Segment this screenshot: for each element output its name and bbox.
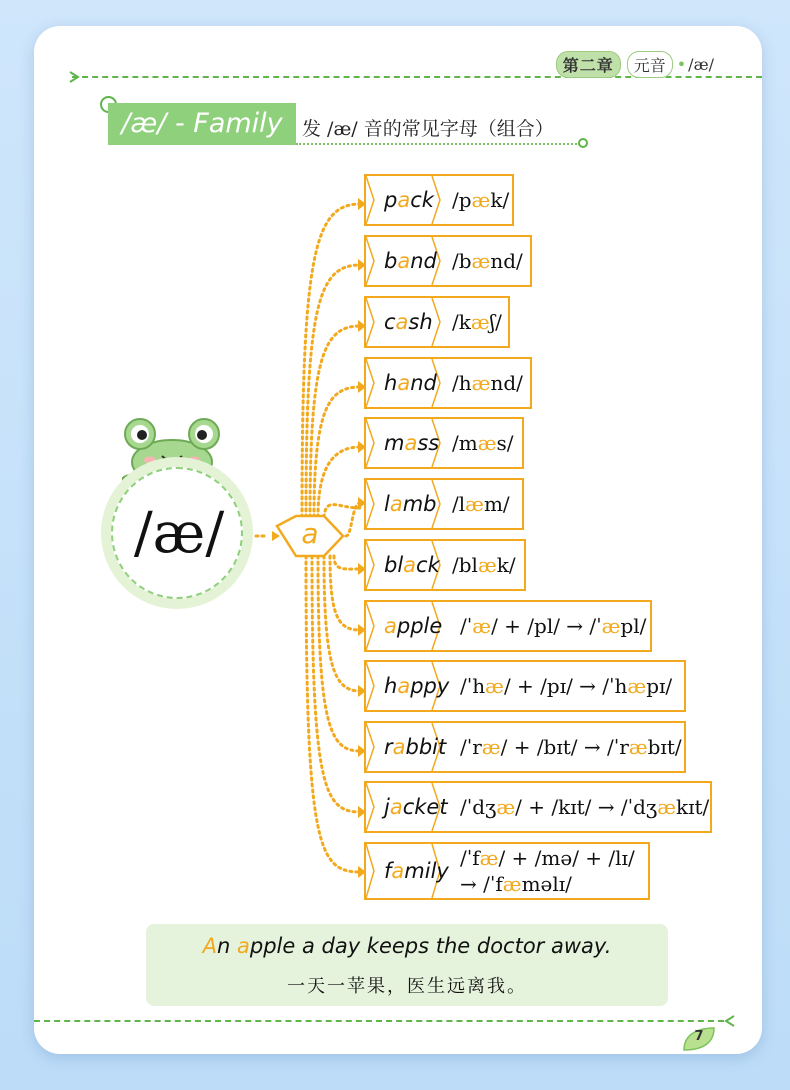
ipa-text: [452, 419, 514, 467]
ipa-part: /ˈh: [460, 674, 486, 698]
word-text: [384, 783, 448, 831]
word-part: r: [384, 735, 393, 759]
ipa-part: /l: [452, 492, 466, 516]
word-part: h: [384, 371, 398, 395]
ipa-part: pɪ/: [646, 674, 673, 698]
word-card: [364, 600, 652, 652]
word-part: nd: [410, 249, 437, 273]
ipa-part: æ: [485, 674, 504, 698]
proverb-hl: A: [202, 934, 217, 958]
word-part: m: [384, 431, 405, 455]
word-part: a: [403, 553, 417, 577]
word-part: a: [392, 735, 406, 759]
word-text: [384, 662, 449, 710]
word-part: mily: [404, 859, 449, 883]
dot-icon: •: [676, 55, 687, 74]
ipa-part: ʃ/: [489, 310, 502, 334]
ipa-part: k/: [496, 553, 516, 577]
ipa-text: [452, 541, 516, 589]
word-part: a: [397, 188, 411, 212]
word-text: [384, 723, 446, 771]
word-card: [364, 539, 526, 591]
word-card: [364, 842, 650, 900]
ipa-part: æ: [471, 249, 491, 273]
word-card: [364, 357, 532, 409]
ipa-part: kɪt/: [676, 795, 710, 819]
word-part: a: [389, 492, 403, 516]
ipa-part: /ˈf: [460, 846, 480, 870]
proverb-english: [146, 934, 668, 958]
word-part: a: [397, 674, 411, 698]
word-part: l: [384, 492, 390, 516]
ipa-part: /ˈdʒ: [460, 795, 497, 819]
word-card: [364, 781, 712, 833]
ipa-part: s/: [496, 431, 514, 455]
word-part: p: [384, 188, 398, 212]
ipa-part: məlɪ/: [521, 872, 572, 896]
ipa-text: [460, 783, 709, 831]
word-part: ss: [417, 431, 440, 455]
word-text: [384, 176, 434, 224]
ipa-part: / + /pɪ/ → /ˈh: [503, 674, 628, 698]
ipa-part: k/: [490, 188, 510, 212]
page-number: 7: [694, 1029, 704, 1044]
center-letter: a: [301, 517, 319, 550]
ipa-text: [460, 662, 672, 710]
ipa-part: æ: [628, 735, 648, 759]
word-part: f: [384, 859, 392, 883]
word-card: [364, 660, 686, 712]
word-part: ppy: [410, 674, 450, 698]
ipa-text: [460, 844, 635, 897]
ipa-part: æ: [601, 614, 621, 638]
word-text: [384, 602, 442, 650]
bottom-divider: [34, 1020, 724, 1022]
ipa-part: æ: [465, 492, 484, 516]
proverb-text: n: [216, 934, 237, 958]
ipa-part: æ: [471, 188, 491, 212]
word-card: [364, 174, 514, 226]
ipa-text: [460, 602, 646, 650]
ipa-part: /k: [452, 310, 471, 334]
ipa-part: æ: [496, 795, 516, 819]
ipa-text: [452, 359, 523, 407]
chapter-chip: 第二章: [556, 51, 621, 78]
word-card: [364, 478, 524, 530]
ipa-part: æ: [502, 872, 522, 896]
word-part: sh: [408, 310, 433, 334]
word-card: [364, 417, 524, 469]
word-part: ck: [410, 188, 434, 212]
ipa-text: [452, 480, 510, 528]
ipa-part: æ: [471, 371, 491, 395]
word-card: [364, 721, 686, 773]
ipa-text: [452, 298, 502, 346]
word-text: [384, 359, 437, 407]
word-card: [364, 235, 532, 287]
header-symbol: /æ/: [688, 55, 714, 74]
ipa-text: [460, 723, 682, 771]
ipa-part: / + /bɪt/ → /ˈr: [500, 735, 629, 759]
word-part: h: [384, 674, 398, 698]
ipa-part: bɪt/: [647, 735, 682, 759]
ipa-part: /ˈ: [460, 614, 473, 638]
ipa-part: æ: [479, 846, 499, 870]
word-part: pple: [396, 614, 443, 638]
ipa-part: æ: [472, 614, 492, 638]
proverb-box: [146, 924, 668, 1006]
ipa-part: / + /pl/ → /ˈ: [491, 614, 602, 638]
proverb-hl: a: [236, 934, 250, 958]
word-part: j: [384, 795, 390, 819]
word-text: [384, 541, 440, 589]
ipa-part: → /ˈf: [460, 872, 503, 896]
ipa-part: æ: [657, 795, 676, 819]
word-text: [384, 298, 433, 346]
word-text: [384, 419, 439, 467]
proverb-text: pple a day keeps the doctor away.: [249, 934, 612, 958]
word-part: a: [384, 614, 397, 638]
ipa-part: / + /kɪt/ → /ˈdʒ: [515, 795, 658, 819]
word-part: cket: [402, 795, 448, 819]
ipa-part: pl/: [620, 614, 647, 638]
word-part: a: [395, 310, 409, 334]
ipa-part: æ: [481, 735, 501, 759]
arrow-icon: [722, 1014, 736, 1028]
ipa-text: [452, 176, 509, 224]
section-chip: 元音: [627, 51, 673, 78]
word-part: bl: [384, 553, 404, 577]
ipa-part: nd/: [490, 371, 523, 395]
ipa-part: /ˈr: [460, 735, 482, 759]
ipa-part: /p: [452, 188, 472, 212]
word-text: [384, 237, 437, 285]
page: [34, 26, 762, 1054]
word-part: a: [397, 249, 411, 273]
proverb-chinese: 一天一苹果，医生远离我。: [287, 976, 527, 997]
word-part: bbit: [405, 735, 447, 759]
word-part: nd: [410, 371, 437, 395]
word-part: a: [404, 431, 418, 455]
center-symbol: /æ/: [133, 501, 225, 566]
ipa-part: æ: [627, 674, 647, 698]
ipa-part: nd/: [490, 249, 523, 273]
ipa-part: /h: [452, 371, 472, 395]
ipa-part: /bl: [452, 553, 478, 577]
ipa-part: æ: [470, 310, 490, 334]
ipa-text: [452, 237, 523, 285]
word-part: a: [397, 371, 411, 395]
ipa-part: æ: [477, 431, 497, 455]
word-text: [384, 480, 437, 528]
family-banner: /æ/ - Family: [108, 103, 296, 145]
word-part: a: [389, 795, 403, 819]
word-part: a: [391, 859, 405, 883]
word-part: b: [384, 249, 398, 273]
word-part: mb: [402, 492, 437, 516]
ipa-part: / + /mə/ + /lɪ/: [498, 846, 635, 870]
word-text: [384, 844, 449, 898]
word-part: c: [384, 310, 396, 334]
word-card: [364, 296, 510, 348]
ipa-part: /m: [452, 431, 478, 455]
ipa-part: m/: [483, 492, 510, 516]
ipa-part: /b: [452, 249, 472, 273]
subtitle: 发 /æ/ 音的常见字母（组合）: [302, 118, 554, 140]
ipa-part: æ: [477, 553, 497, 577]
word-part: ck: [416, 553, 440, 577]
